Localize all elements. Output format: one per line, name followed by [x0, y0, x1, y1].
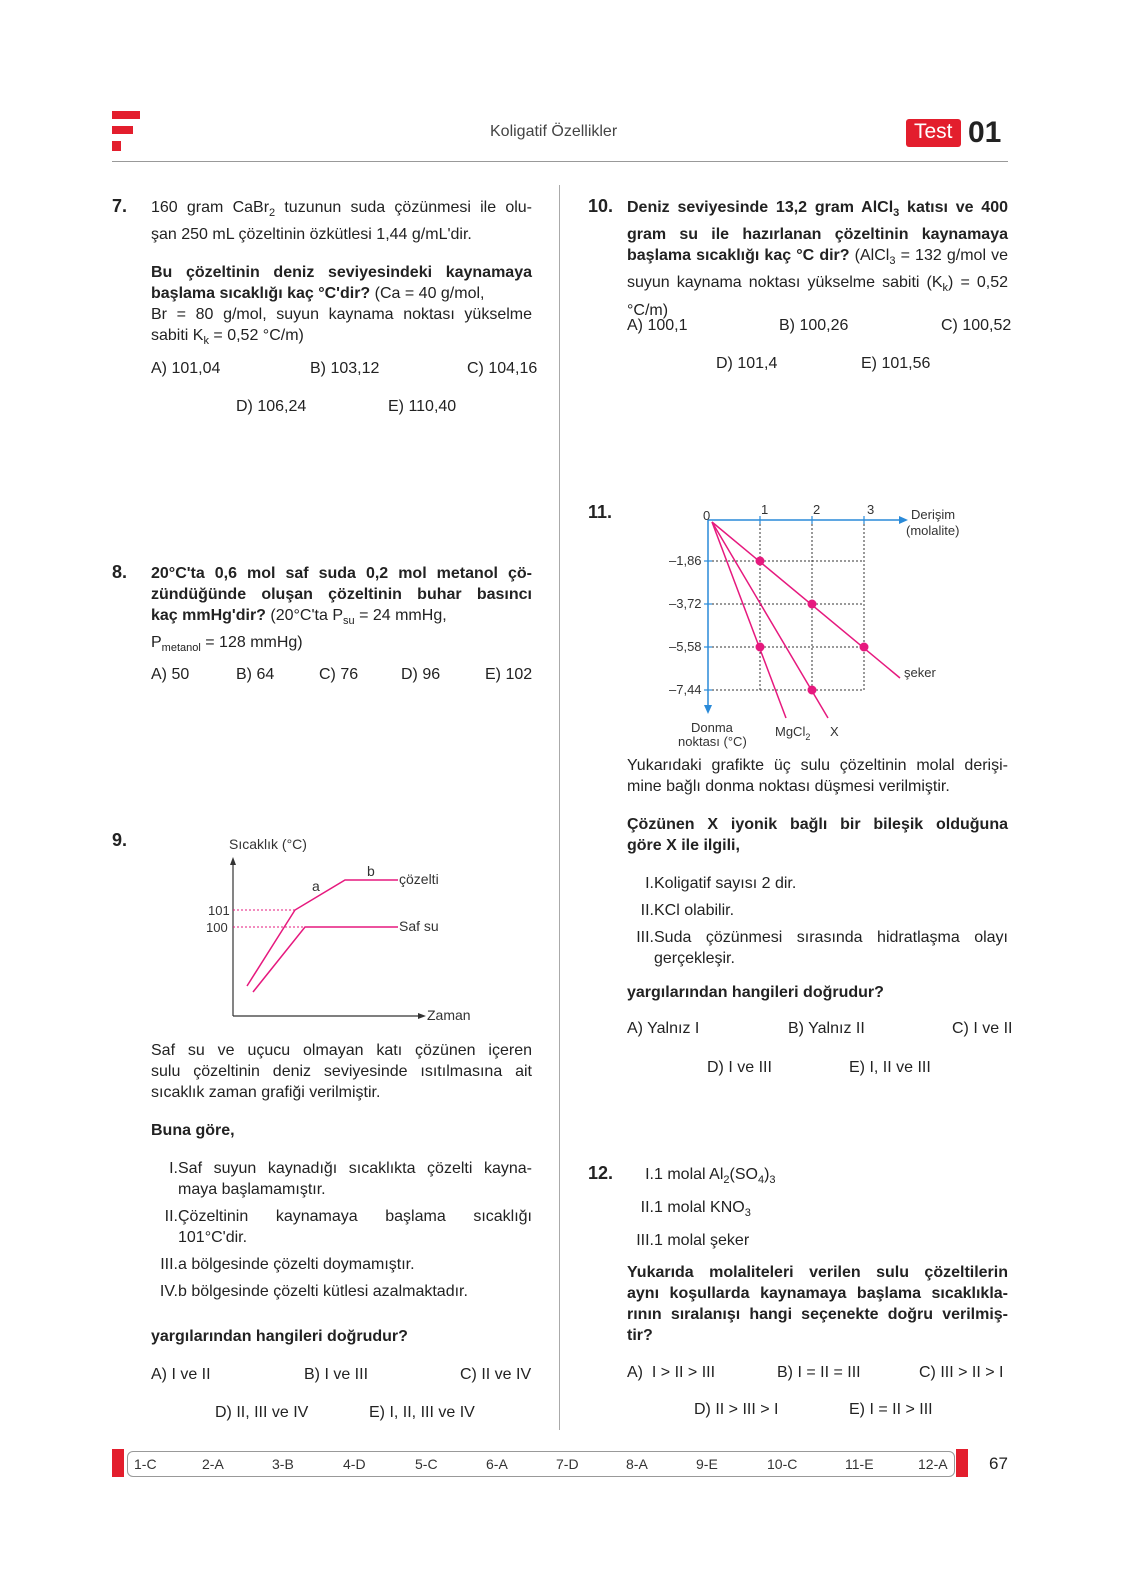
column-divider: [559, 185, 560, 1430]
q9-statement-1-cont: maya başlamamıştır.: [178, 1181, 326, 1198]
q8-option-d[interactable]: D) 96: [401, 666, 441, 683]
q9-tick-100: 100: [206, 920, 228, 935]
question-11-text: [627, 755, 1008, 856]
question-number-12: 12.: [588, 1163, 614, 1183]
question-number-7: 7.: [112, 196, 128, 216]
q7-data-line3: Br = 80 g/mol, suyun kaynama noktası yükselme: [151, 306, 532, 324]
q9-statement-2-cont: 101°C'dir.: [178, 1229, 248, 1246]
q10-line5: °C/m): [627, 301, 669, 319]
q11-series-seker: şeker: [904, 665, 936, 680]
q7-prompt-line2: başlama sıcaklığı kaç °C'dir?: [151, 285, 371, 303]
q9-statement-3: [151, 1254, 532, 1275]
q11-rn-1: I.: [645, 875, 654, 892]
q11-question: yargılarından hangileri doğrudur?: [627, 984, 884, 1001]
question-7-text: [151, 197, 532, 352]
q12-option-a[interactable]: A) I > II > III: [627, 1364, 716, 1381]
q12-rn-1: I.: [645, 1166, 654, 1183]
test-badge: Test: [906, 119, 961, 147]
q11-desc-line1: Yukarıdaki grafikte üç sulu çözeltinin molal derişi-: [627, 757, 1008, 774]
q9-x-axis-arrow: [418, 1013, 426, 1019]
q9-x-axis-label: Zaman: [427, 1007, 471, 1023]
q8-option-a[interactable]: A) 50: [151, 666, 190, 683]
q11-desc-line2: mine bağlı donma noktası düşmesi verilmiştir.: [627, 778, 950, 795]
q9-desc-line3: sıcaklık zaman grafiği verilmiştir.: [151, 1084, 381, 1101]
q11-ytick-3: –5,58: [669, 639, 702, 654]
q11-xtick-1: 1: [761, 502, 769, 517]
q12-item-1-a: 1 molal Al: [654, 1166, 724, 1183]
q7-data-line4b: = 0,52 °C/m): [208, 327, 304, 345]
q11-option-a[interactable]: A) Yalnız I: [627, 1020, 700, 1037]
answer-key-3: 3-B: [272, 1456, 294, 1472]
q7-data-line2: (Ca = 40 g/mol,: [370, 285, 485, 303]
answer-key-6: 6-A: [486, 1456, 508, 1472]
q8-data-line4b: = 128 mmHg): [200, 634, 303, 652]
publisher-logo: [112, 111, 142, 153]
q11-prompt-line1: Çözünen X iyonik bağlı bir bileşik olduğuna: [627, 816, 1008, 833]
q9-rn-4: IV.: [159, 1283, 178, 1300]
q9-region-b: b: [367, 863, 375, 879]
q11-option-e[interactable]: E) I, II ve III: [849, 1059, 931, 1076]
q11-x-axis-label-1: Derişim: [911, 507, 956, 522]
q9-statement-4: [151, 1281, 532, 1302]
q12-item-2: [627, 1197, 1008, 1224]
page-number: 67: [989, 1454, 1008, 1473]
q7-option-e[interactable]: E) 110,40: [388, 398, 457, 415]
q11-y-axis-label-2: noktası (°C): [678, 734, 747, 749]
q10-line4b: ) = 0,52: [948, 274, 1009, 292]
q8-prompt-line2: zündüğünde oluşan çözeltinin buhar basıncı: [151, 586, 532, 603]
q12-item-1-c: ): [764, 1166, 770, 1183]
q8-data-part: (20°C'ta P: [265, 607, 343, 624]
q12-prompt-line3: rının sıralanışı hangi seçenekte doğru verilmiş-: [627, 1306, 1008, 1323]
q10-line4: suyun kaynama noktası yükselme sabiti (K: [627, 274, 943, 292]
q12-item-2-text: [654, 1197, 751, 1224]
q11-statement-2: [627, 900, 1008, 921]
q12-item-1-text: [654, 1164, 776, 1191]
q12-item-3-text: 1 molal şeker: [654, 1232, 750, 1250]
q9-statement-1-text: Saf suyun kaynadığı sıcaklıkta çözelti kayna-: [178, 1160, 532, 1177]
question-9-text: [151, 1040, 532, 1141]
answer-key-10: 10-C: [767, 1456, 798, 1472]
q9-statements: [151, 1158, 532, 1302]
q11-freezing-point-graph: [660, 500, 980, 755]
q10-option-c[interactable]: C) 100,52: [941, 317, 1012, 334]
q7-intro-line2: şan 250 mL çözeltinin özkütlesi 1,44 g/mL'dir.: [151, 226, 472, 244]
q7-option-b[interactable]: B) 103,12: [310, 360, 380, 377]
q11-rn-3: III.: [636, 929, 654, 946]
q12-prompt-line2: aynı koşullarda kaynamaya başlama sıcaklıkla-: [627, 1285, 1008, 1302]
q12-item-1: [627, 1164, 1008, 1191]
q11-option-b[interactable]: B) Yalnız II: [788, 1020, 865, 1037]
q11-ytick-4: –7,44: [669, 682, 702, 697]
q11-option-c[interactable]: C) I ve II: [952, 1020, 1013, 1037]
header-divider: [112, 161, 1008, 162]
q9-pure-water-label: Saf su: [399, 918, 439, 934]
q7-intro-part2: tuzunun suda çözünmesi ile olu-: [275, 199, 532, 216]
q11-mgcl2-sub: 2: [805, 732, 811, 742]
q9-desc-line2: sulu çözeltinin deniz seviyesinde ısıtılmasına ait: [151, 1063, 532, 1080]
q12-item-2-a: 1 molal KNO: [654, 1199, 745, 1217]
q12-option-e[interactable]: E) I = II > III: [849, 1401, 933, 1418]
question-number-9: 9.: [112, 830, 128, 850]
question-10-text: [627, 197, 1008, 321]
question-8-text: [151, 563, 532, 659]
q10-option-b[interactable]: B) 100,26: [779, 317, 849, 334]
q12-item-1-b: (SO: [729, 1166, 758, 1183]
q11-statement-3-cont: gerçekleşir.: [654, 950, 735, 967]
answer-bar-left-marker: [112, 1449, 124, 1477]
question-12-text: [627, 1262, 1008, 1346]
q10-line3: (AlCl: [849, 247, 890, 265]
q9-option-c[interactable]: C) II ve IV: [460, 1366, 532, 1383]
q10-line3-sub: 3: [889, 255, 896, 268]
q9-y-axis-label: Sıcaklık (°C): [229, 836, 307, 852]
q9-option-a[interactable]: A) I ve II: [151, 1366, 211, 1383]
q11-option-d[interactable]: D) I ve III: [707, 1059, 772, 1076]
q8-data-part2: = 24 mmHg,: [354, 607, 447, 624]
q12-item-1-s2: 4: [757, 1174, 765, 1187]
q11-y-axis-label-1: Donma: [691, 720, 733, 735]
q9-statement-3-text: a bölgesinde çözelti doymamıştır.: [178, 1256, 415, 1273]
q11-rn-2: II.: [640, 902, 654, 919]
q9-lead: Buna göre,: [151, 1122, 235, 1139]
q7-prompt-line1: Bu çözeltinin deniz seviyesindeki kaynamaya: [151, 264, 532, 282]
q9-option-e[interactable]: E) I, II, III ve IV: [369, 1404, 475, 1421]
test-number: 01: [968, 116, 1002, 149]
q9-rn-2: II.: [164, 1208, 178, 1225]
q11-statement-1: [627, 873, 1008, 894]
q11-prompt-line2: göre X ile ilgili,: [627, 837, 740, 854]
q11-line-mgcl2: [712, 522, 786, 718]
q11-xtick-3: 3: [867, 502, 875, 517]
q7-option-c[interactable]: C) 104,16: [467, 360, 538, 377]
answer-key-1: 1-C: [134, 1456, 157, 1472]
answer-key-11: 11-E: [845, 1456, 874, 1472]
q10-option-e[interactable]: E) 101,56: [861, 355, 931, 372]
q10-option-a[interactable]: A) 100,1: [627, 317, 688, 334]
q10-option-d[interactable]: D) 101,4: [716, 355, 778, 372]
answer-bar-right-marker: [956, 1449, 968, 1477]
q7-option-a[interactable]: A) 101,04: [151, 360, 221, 377]
q12-prompt-line1: Yukarıda molaliteleri verilen sulu çözeltilerin: [627, 1264, 1008, 1281]
q9-rn-1: I.: [169, 1160, 178, 1177]
question-number-10: 10.: [588, 196, 614, 216]
q8-data-sub: su: [343, 615, 355, 628]
q9-statement-2-text: Çözeltinin kaynamaya başlama sıcaklığı: [178, 1208, 532, 1225]
q7-data-sub: k: [203, 335, 209, 348]
q11-mgcl2-text: MgCl: [775, 724, 806, 739]
answer-key-12: 12-A: [918, 1456, 948, 1472]
q8-option-b[interactable]: B) 64: [236, 666, 275, 683]
q8-data-line4-sub: metanol: [161, 642, 201, 655]
q10-line3b: = 132 g/mol ve: [895, 247, 1009, 265]
answer-key-5: 5-C: [415, 1456, 438, 1472]
q11-xtick-2: 2: [813, 502, 821, 517]
q12-item-1-s3: 3: [769, 1174, 776, 1187]
q12-rn-2: II.: [640, 1199, 654, 1217]
q9-option-d[interactable]: D) II, III ve IV: [215, 1404, 309, 1421]
q11-statement-1-text: Koligatif sayısı 2 dir.: [654, 875, 797, 892]
q12-prompt-line4: tir?: [627, 1327, 653, 1344]
q9-option-b[interactable]: B) I ve III: [304, 1366, 369, 1383]
q12-item-3: [627, 1230, 1008, 1251]
q12-item-2-s1: 3: [744, 1207, 751, 1220]
q9-rn-3: III.: [160, 1256, 178, 1273]
q11-series-x: X: [830, 724, 839, 739]
q7-option-d[interactable]: D) 106,24: [236, 398, 307, 415]
question-number-8: 8.: [112, 562, 128, 582]
q9-y-axis-arrow: [230, 857, 236, 865]
q8-data-line4: P: [151, 634, 162, 652]
q8-prompt-line3: kaç mmHg'dir?: [151, 607, 266, 624]
q9-statement-4-text: b bölgesinde çözelti kütlesi azalmaktadır.: [178, 1283, 468, 1300]
answer-key-4: 4-D: [343, 1456, 366, 1472]
q11-statement-2-text: KCl olabilir.: [654, 902, 735, 919]
q12-items: [627, 1164, 1008, 1251]
q11-ytick-2: –3,72: [669, 596, 702, 611]
q9-pure-water-curve: [253, 927, 398, 992]
q9-statement-1: [151, 1158, 532, 1179]
q9-tick-101: 101: [208, 903, 230, 918]
q7-intro-part: 160 gram CaBr: [151, 199, 270, 216]
q11-statement-3-text: Suda çözünmesi sırasında hidratlaşma olayı: [654, 929, 1008, 946]
q12-option-c[interactable]: C) III > II > I: [919, 1364, 1004, 1381]
q11-grid: [708, 520, 864, 690]
q11-line-seker: [712, 522, 900, 678]
q12-rn-3: III.: [636, 1232, 654, 1250]
q9-temperature-time-graph: [195, 830, 495, 1030]
answer-key-bar: [127, 1451, 955, 1477]
q7-intro-sub: 2: [269, 207, 276, 220]
q11-series-mgcl2: [775, 724, 810, 742]
q12-option-d[interactable]: D) II > III > I: [694, 1401, 779, 1418]
answer-key-8: 8-A: [626, 1456, 648, 1472]
q11-y-axis-arrow: [704, 705, 712, 714]
q8-option-e[interactable]: E) 102: [485, 666, 533, 683]
q7-data-line4: sabiti K: [151, 327, 204, 345]
q10-line1: Deniz seviyesinde 13,2 gram AlCl: [627, 199, 894, 216]
q9-solution-label: çözelti: [399, 871, 439, 887]
q9-question: yargılarından hangileri doğrudur?: [151, 1328, 408, 1345]
q8-prompt-line1: 20°C'ta 0,6 mol saf suda 0,2 mol metanol çö-: [151, 565, 532, 582]
q9-statement-2: [151, 1206, 532, 1227]
q12-option-b[interactable]: B) I = II = III: [777, 1364, 861, 1381]
answer-key-7: 7-D: [556, 1456, 579, 1472]
q9-region-a: a: [312, 878, 320, 894]
question-number-11: 11.: [588, 502, 613, 522]
q10-line3-bold: başlama sıcaklığı kaç °C dir?: [627, 247, 850, 265]
q10-line1b: katısı ve 400: [899, 199, 1008, 216]
q10-line4-sub: k: [942, 282, 949, 295]
answer-key-2: 2-A: [202, 1456, 224, 1472]
q11-statements: [627, 873, 1008, 969]
q8-option-c[interactable]: C) 76: [319, 666, 359, 683]
q12-item-1-s1: 2: [723, 1174, 730, 1187]
chapter-title: Koligatif Özellikler: [490, 123, 618, 140]
q11-statement-3: [627, 927, 1008, 948]
q9-desc-line1: Saf su ve uçucu olmayan katı çözünen içeren: [151, 1042, 532, 1059]
answer-key-9: 9-E: [696, 1456, 718, 1472]
q11-x-axis-label-2: (molalite): [906, 523, 960, 538]
q10-line2: gram su ile hazırlanan çözeltinin kaynamaya: [627, 226, 1008, 244]
q11-origin-label: 0: [703, 508, 711, 523]
q11-ytick-1: –1,86: [669, 553, 702, 568]
q10-line1-sub: 3: [893, 207, 900, 220]
